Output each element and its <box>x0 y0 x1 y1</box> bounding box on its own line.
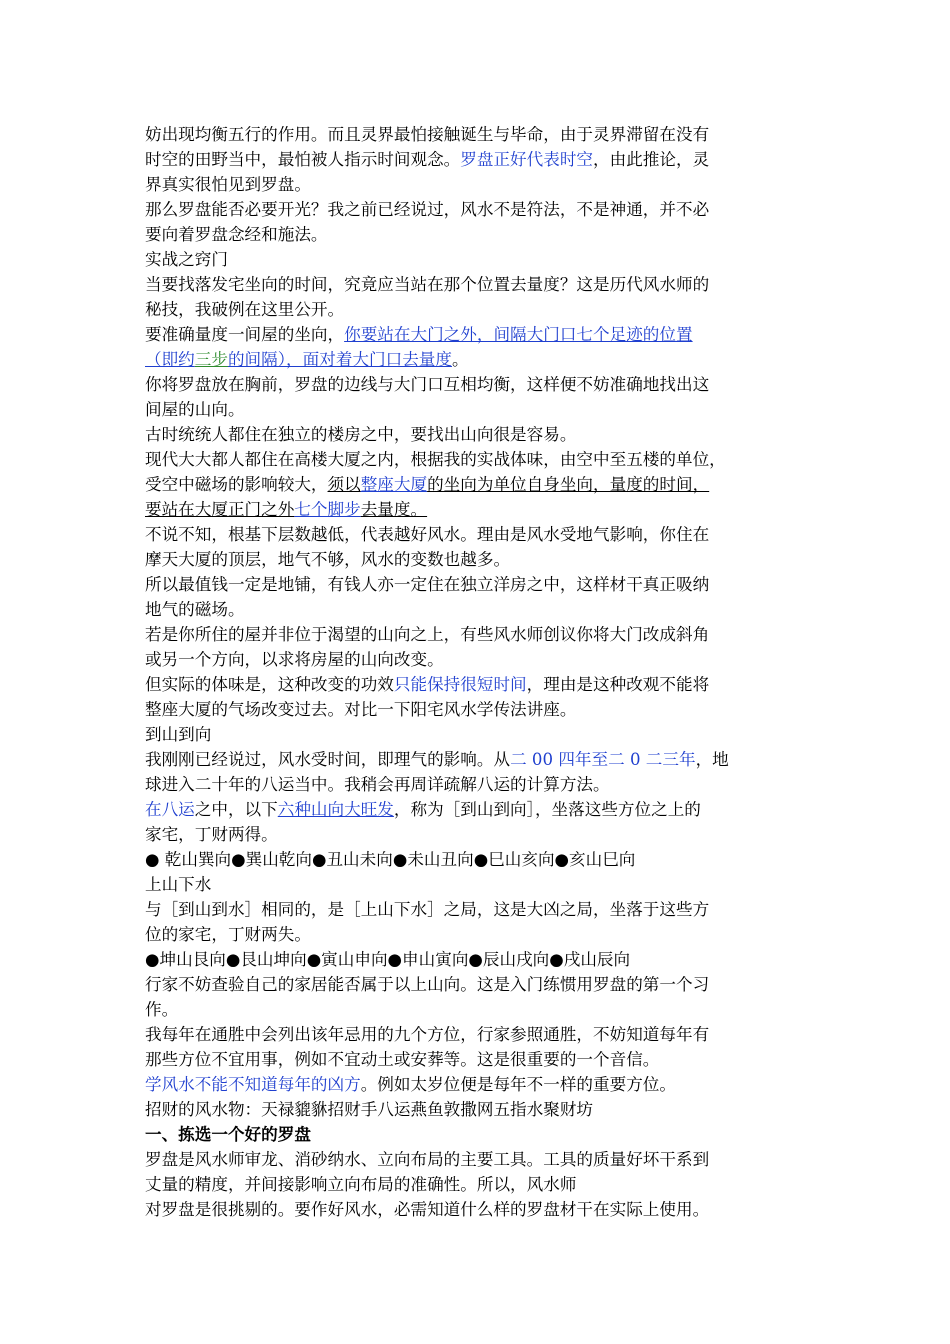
text-run: 实战之窍门 <box>145 250 228 269</box>
text-line <box>145 1197 810 1222</box>
text-run: 你将罗盘放在胸前，罗盘的边线与大门口互相均衡，这样便不妨准确地找出这 <box>145 375 710 394</box>
text-run: 你要站在大门之外，间隔大门口七个足迹的位置 <box>344 325 693 344</box>
text-line <box>145 1072 810 1097</box>
text-line <box>145 422 810 447</box>
text-line <box>145 322 810 347</box>
text-line <box>145 1022 810 1047</box>
text-line <box>145 522 810 547</box>
text-run: 八运 <box>161 800 195 819</box>
text-run: 我刚刚已经说过，风水受时间，即理气的影响。从 <box>145 750 511 769</box>
text-run: 球进入二十年的八运当中。我稍会再周详疏解八运的计算方法。 <box>145 775 610 794</box>
text-run: 须以 <box>327 475 361 494</box>
text-line <box>145 1172 810 1197</box>
text-run: 要站在大厦正门之外 <box>145 500 295 519</box>
text-run: 学风水不能不知道每年的凶方 <box>145 1075 361 1094</box>
text-run: 三步 <box>194 350 228 369</box>
text-run: 地气的磁场。 <box>145 600 245 619</box>
text-line <box>145 1047 810 1072</box>
text-line <box>145 772 810 797</box>
text-run: 之中，以下 <box>194 800 278 819</box>
text-line <box>145 547 810 572</box>
text-run: 去量度。 <box>360 500 428 519</box>
text-line <box>145 222 810 247</box>
text-run: 古时统统人都住在独立的楼房之中，要找出山向很是容易。 <box>145 425 577 444</box>
text-run: 不说不知，根基下层数越低，代表越好风水。理由是风水受地气影响，你住在 <box>145 525 710 544</box>
text-run: ● 乾山巽向●巽山乾向●丑山未向●未山丑向●巳山亥向●亥山巳向 <box>145 850 636 869</box>
text-line <box>145 347 810 372</box>
text-line <box>145 397 810 422</box>
text-run: 与［到山到水］相同的，是［上山下水］之局，这是大凶之局，坐落于这些方 <box>145 900 710 919</box>
text-line <box>145 972 810 997</box>
text-line <box>145 297 810 322</box>
text-line <box>145 197 810 222</box>
text-run: 那些方位不宜用事，例如不宜动土或安葬等。这是很重要的一个音信。 <box>145 1050 660 1069</box>
text-run: 在 <box>145 800 162 819</box>
text-line <box>145 947 810 972</box>
text-run: 摩天大厦的顶层，地气不够，风水的变数也越多。 <box>145 550 511 569</box>
text-run: ，由此推论，灵 <box>593 150 710 169</box>
text-line <box>145 122 810 147</box>
text-line <box>145 497 810 522</box>
text-run: 那么罗盘能否必要开光？我之前已经说过，风水不是符法，不是神通，并不必 <box>145 200 710 219</box>
text-run: 七个脚步 <box>294 500 361 519</box>
text-line <box>145 847 810 872</box>
text-line <box>145 572 810 597</box>
text-run: 的坐向为单位自身坐向，量度的时间， <box>427 475 710 494</box>
text-run: 现代大大都人都住在高楼大厦之内，根据我的实战体味，由空中至五楼的单位， <box>145 450 726 469</box>
text-run: 罗盘是风水师审龙、消砂纳水、立向布局的主要工具。工具的质量好坏干系到 <box>145 1150 710 1169</box>
text-line <box>145 1097 810 1122</box>
text-line <box>145 1147 810 1172</box>
text-run: 但实际的体味是，这种改变的功效 <box>145 675 394 694</box>
text-run: 界真实很怕见到罗盘。 <box>145 175 311 194</box>
text-run: 家宅，丁财两得。 <box>145 825 278 844</box>
text-run: 。 <box>451 350 469 369</box>
text-line <box>145 997 810 1022</box>
text-run: 时空的田野当中，最怕被人指示时间观念。 <box>145 150 461 169</box>
text-line <box>145 922 810 947</box>
text-run: 招财的风水物：天禄貔貅招财手八运燕鱼敦撒网五指水聚财坊 <box>145 1100 594 1119</box>
text-run: ●坤山艮向●艮山坤向●寅山申向●申山寅向●辰山戌向●戌山辰向 <box>145 950 631 969</box>
text-run: 间屋的山向。 <box>145 400 245 419</box>
text-line <box>145 597 810 622</box>
text-run: 整座大厦 <box>360 475 428 494</box>
text-run: 受空中磁场的影响较大， <box>145 475 328 494</box>
text-line <box>145 747 810 772</box>
text-run: 位的家宅，丁财两失。 <box>145 925 311 944</box>
text-line <box>145 672 810 697</box>
text-run: 只能保持很短时间 <box>393 675 527 694</box>
text-run: ，地 <box>695 750 729 769</box>
text-line <box>145 797 810 822</box>
text-run: 作。 <box>145 1000 179 1019</box>
text-line <box>145 447 810 472</box>
text-line <box>145 822 810 847</box>
text-line <box>145 272 810 297</box>
text-run: 一、拣选一个好的罗盘 <box>145 1124 311 1144</box>
text-run: 要准确量度一间屋的坐向， <box>145 325 345 344</box>
text-run: 秘技，我破例在这里公开。 <box>145 300 345 319</box>
text-line <box>145 697 810 722</box>
text-run: （即约 <box>145 350 195 369</box>
text-run: 二 00 四年至二 0 二三年 <box>510 750 696 769</box>
text-line <box>145 722 810 747</box>
text-line <box>145 622 810 647</box>
text-line <box>145 1122 810 1147</box>
text-run: 妨出现均衡五行的作用。而且灵界最怕接触诞生与毕命，由于灵界滞留在没有 <box>145 125 710 144</box>
text-run: 罗盘正好代表时空 <box>460 150 594 169</box>
text-run: 或另一个方向，以求将房屋的山向改变。 <box>145 650 444 669</box>
text-run: 。例如太岁位便是每年不一样的重要方位。 <box>360 1075 676 1094</box>
text-line <box>145 172 810 197</box>
text-run: 整座大厦的气场改变过去。对比一下阳宅风水学传法讲座。 <box>145 700 577 719</box>
text-line <box>145 372 810 397</box>
text-run: 若是你所住的屋并非位于渴望的山向之上，有些风水师创议你将大门改成斜角 <box>145 625 710 644</box>
text-run: 到山到向 <box>145 725 212 744</box>
text-run: 对罗盘是很挑剔的。要作好风水，必需知道什么样的罗盘材干在实际上使用。 <box>145 1200 710 1219</box>
text-line <box>145 247 810 272</box>
text-run: 行家不妨查验自己的家居能否属于以上山向。这是入门练惯用罗盘的第一个习 <box>145 975 710 994</box>
text-run: 当要找落发宅坐向的时间，究竟应当站在那个位置去量度？这是历代风水师的 <box>145 275 710 294</box>
text-run: 我每年在通胜中会列出该年忌用的九个方位，行家参照通胜，不妨知道每年有 <box>145 1025 710 1044</box>
text-run: 所以最值钱一定是地铺，有钱人亦一定住在独立洋房之中，这样材干真正吸纳 <box>145 575 710 594</box>
text-run: 要向着罗盘念经和施法。 <box>145 225 328 244</box>
text-line <box>145 647 810 672</box>
document-body <box>145 122 810 1222</box>
text-run: 六种山向大旺发 <box>277 800 394 819</box>
text-run: 丈量的精度，并间接影响立向布局的准确性。所以，风水师 <box>145 1175 577 1194</box>
text-line <box>145 147 810 172</box>
text-line <box>145 872 810 897</box>
text-line <box>145 472 810 497</box>
text-run: ，称为［到山到向］，坐落这些方位之上的 <box>393 800 701 819</box>
text-run: 上山下水 <box>145 875 212 894</box>
text-run: ，理由是这种改观不能将 <box>526 675 710 694</box>
text-line <box>145 897 810 922</box>
text-run: 的间隔），面对着大门口去量度 <box>227 350 452 369</box>
